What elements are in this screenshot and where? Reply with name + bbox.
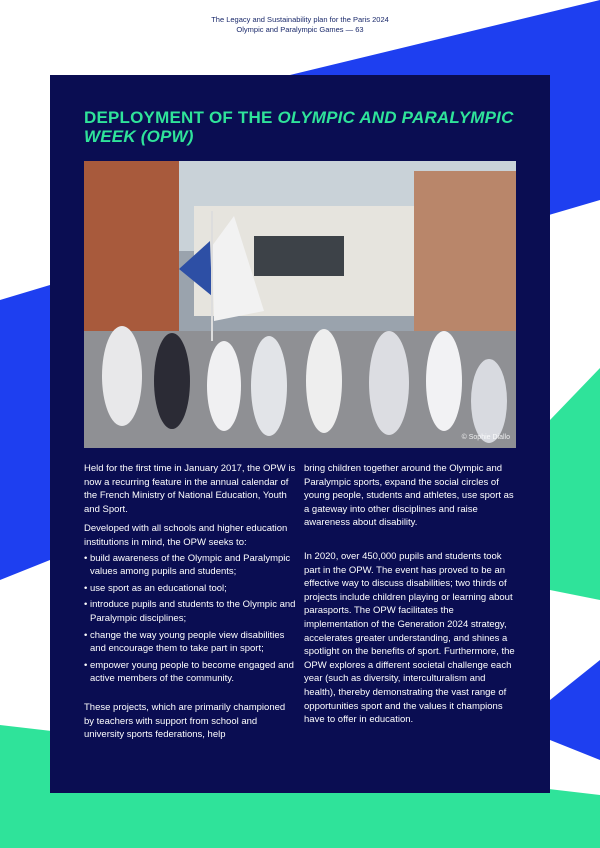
goal-item-3: • introduce pupils and students to the Olympic and Paralympic disciplines; bbox=[84, 598, 296, 625]
header-line-1: The Legacy and Sustainability plan for the Paris 2024 bbox=[211, 15, 389, 24]
child-2 bbox=[154, 333, 190, 429]
photo-building-window bbox=[254, 236, 344, 276]
left-column bbox=[84, 462, 296, 742]
child-7 bbox=[426, 331, 462, 431]
photo-flag-pole bbox=[211, 211, 213, 341]
photo-building-right bbox=[414, 171, 516, 341]
goal-item-1: • build awareness of the Olympic and Paralympic values among pupils and students; bbox=[84, 552, 296, 579]
title-part-1: DEPLOYMENT OF THE bbox=[84, 108, 278, 127]
child-3 bbox=[207, 341, 241, 431]
green-shape-right bbox=[550, 368, 600, 600]
right-column bbox=[304, 462, 516, 727]
photo-illustration bbox=[84, 161, 516, 448]
header-line-2: Olympic and Paralympic Games — 63 bbox=[236, 25, 364, 34]
child-6 bbox=[369, 331, 409, 435]
section-title bbox=[84, 108, 524, 146]
left-paragraph-1: Held for the first time in January 2017, the OPW is now a recurring feature in the annual calendar of the French Ministry of National Education, Youth and Sport. bbox=[84, 463, 296, 515]
event-photo bbox=[84, 161, 516, 448]
child-8 bbox=[471, 359, 507, 443]
page-header bbox=[190, 15, 410, 35]
goal-item-4: • change the way young people view disabilities and encourage them to take part in sport; bbox=[84, 629, 296, 656]
child-4 bbox=[251, 336, 287, 436]
goal-item-5: • empower young people to become engaged and active members of the community. bbox=[84, 659, 296, 686]
right-paragraph-1: bring children together around the Olympic and Paralympic sports, expand the social circles of young people, students and athletes, use sport as a gateway into other disciplines and raise awareness about disability. bbox=[304, 463, 514, 529]
blue-shape-bottom-right bbox=[550, 660, 600, 760]
photo-credit: © Sophie Diallo bbox=[461, 434, 510, 441]
left-paragraph-2: Developed with all schools and higher education institutions in mind, the OPW seeks to: bbox=[84, 523, 288, 548]
title-part-2: OLYMPIC AND PARALYMPIC WEEK (OPW) bbox=[84, 108, 514, 146]
right-paragraph-2: In 2020, over 450,000 pupils and students took part in the OPW. The event has proved to be an effective way to discuss disabilities; two thirds of projects include children playing or learning about parasports. The OPW facilitates the implementation of the Generation 2024 strategy, accelerates greater understanding, and shines a spotlight on the benefits of sport. Furthermore, the OPW explores a different societal challenge each year (such as diversity, interculturalism and health), thereby demonstrating the vast range of opportunities sport and the values it champions have to offer in education. bbox=[304, 550, 515, 726]
goals-list bbox=[84, 552, 296, 686]
blue-shape-left bbox=[0, 285, 50, 580]
content-panel bbox=[50, 75, 550, 793]
child-1 bbox=[102, 326, 142, 426]
left-paragraph-3: These projects, which are primarily championed by teachers with support from school and university sports federations, help bbox=[84, 701, 286, 741]
goal-item-2: • use sport as an educational tool; bbox=[84, 582, 296, 596]
child-5 bbox=[306, 329, 342, 433]
